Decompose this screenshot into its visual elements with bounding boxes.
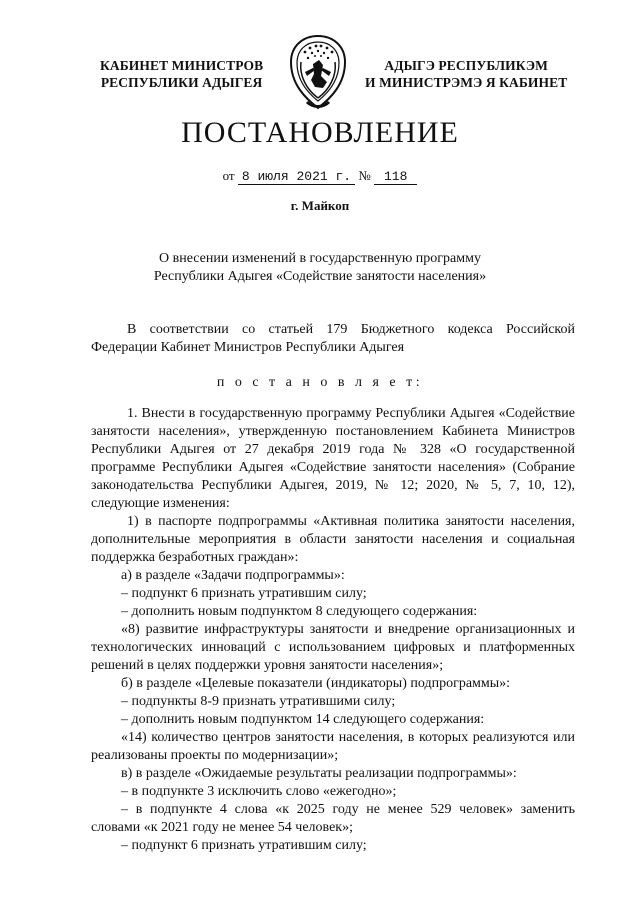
- paragraph: «8) развитие инфраструктуры занятости и внедрение организационных и технологических инноваций с использованием цифровых и платформенных решений в целях поддержки уровня занятости населения»;: [91, 622, 575, 673]
- issuer-line-2: РЕСПУБЛИКИ АДЫГЕЯ: [100, 75, 263, 90]
- paragraph: – подпункт 6 признать утратившим силу;: [121, 586, 367, 601]
- paragraph: – в подпункте 4 слова «к 2025 году не менее 529 человек» заменить словами «к 2021 году не менее 54 человек»;: [91, 802, 575, 835]
- issuer-name-adyghe: [365, 57, 567, 91]
- coat-of-arms-icon: [283, 32, 353, 112]
- paragraph: в) в разделе «Ожидаемые результаты реализации подпрограммы»:: [121, 766, 517, 781]
- resolves-heading: п о с т а н о в л я е т:: [216, 375, 424, 390]
- document-number: 118: [374, 169, 417, 185]
- preamble: В соответствии со статьей 179 Бюджетного кодекса Российской Федерации Кабинет Министров Республики Адыгея: [91, 322, 575, 355]
- number-sign: №: [358, 168, 371, 183]
- issuer-line-1-adyghe: АДЫГЭ РЕСПУБЛИКЭМ: [384, 58, 548, 73]
- document-title: ПОСТАНОВЛЕНИЕ: [181, 116, 459, 149]
- issuer-name-russian: [100, 57, 263, 91]
- document-body: [91, 405, 575, 855]
- document-city: г. Майкоп: [290, 198, 350, 213]
- subject-line-1: О внесении изменений в государственную программу: [159, 251, 481, 266]
- paragraph: – дополнить новым подпунктом 8 следующего содержания:: [121, 604, 478, 619]
- issuer-line-1: КАБИНЕТ МИНИСТРОВ: [100, 58, 264, 73]
- paragraph: а) в разделе «Задачи подпрограммы»:: [121, 568, 345, 583]
- paragraph: – подпункт 6 признать утратившим силу;: [121, 838, 367, 853]
- paragraph: б) в разделе «Целевые показатели (индикаторы) подпрограммы»:: [121, 676, 511, 691]
- paragraph: – подпункты 8-9 признать утратившими силу;: [121, 694, 396, 709]
- document-header: [0, 0, 640, 120]
- paragraph: 1) в паспорте подпрограммы «Активная политика занятости населения, дополнительные мероприятия в области занятости населения и социальная поддержка безработных граждан»:: [91, 514, 575, 565]
- preamble-block: [91, 321, 575, 357]
- date-prefix: от: [222, 168, 235, 183]
- paragraph: – дополнить новым подпунктом 14 следующего содержания:: [121, 712, 485, 727]
- paragraph: 1. Внести в государственную программу Республики Адыгея «Содействие занятости населения», утвержденную постановлением Кабинета Министров Республики Адыгея от 27 декабря 2019 года № 328 «О государственной программе Республики Адыгея «Содействие занятости населения» (Собрание законодательства Республики Адыгея, 2019, № 12; 2020, № 5, 7, 10, 12), следующие изменения:: [91, 406, 575, 511]
- subject-line-2: Республики Адыгея «Содействие занятости населения»: [153, 269, 487, 284]
- paragraph: «14) количество центров занятости населения, в которых реализуются или реализованы проекты по модернизации»;: [91, 730, 575, 763]
- document-subject: [0, 250, 640, 286]
- date-number-line: [0, 168, 640, 185]
- document-date: 8 июля 2021 г.: [238, 169, 355, 185]
- paragraph: – в подпункте 3 исключить слово «ежегодно»;: [121, 784, 397, 799]
- issuer-line-2-adyghe: И МИНИСТРЭМЭ Я КАБИНЕТ: [365, 75, 568, 90]
